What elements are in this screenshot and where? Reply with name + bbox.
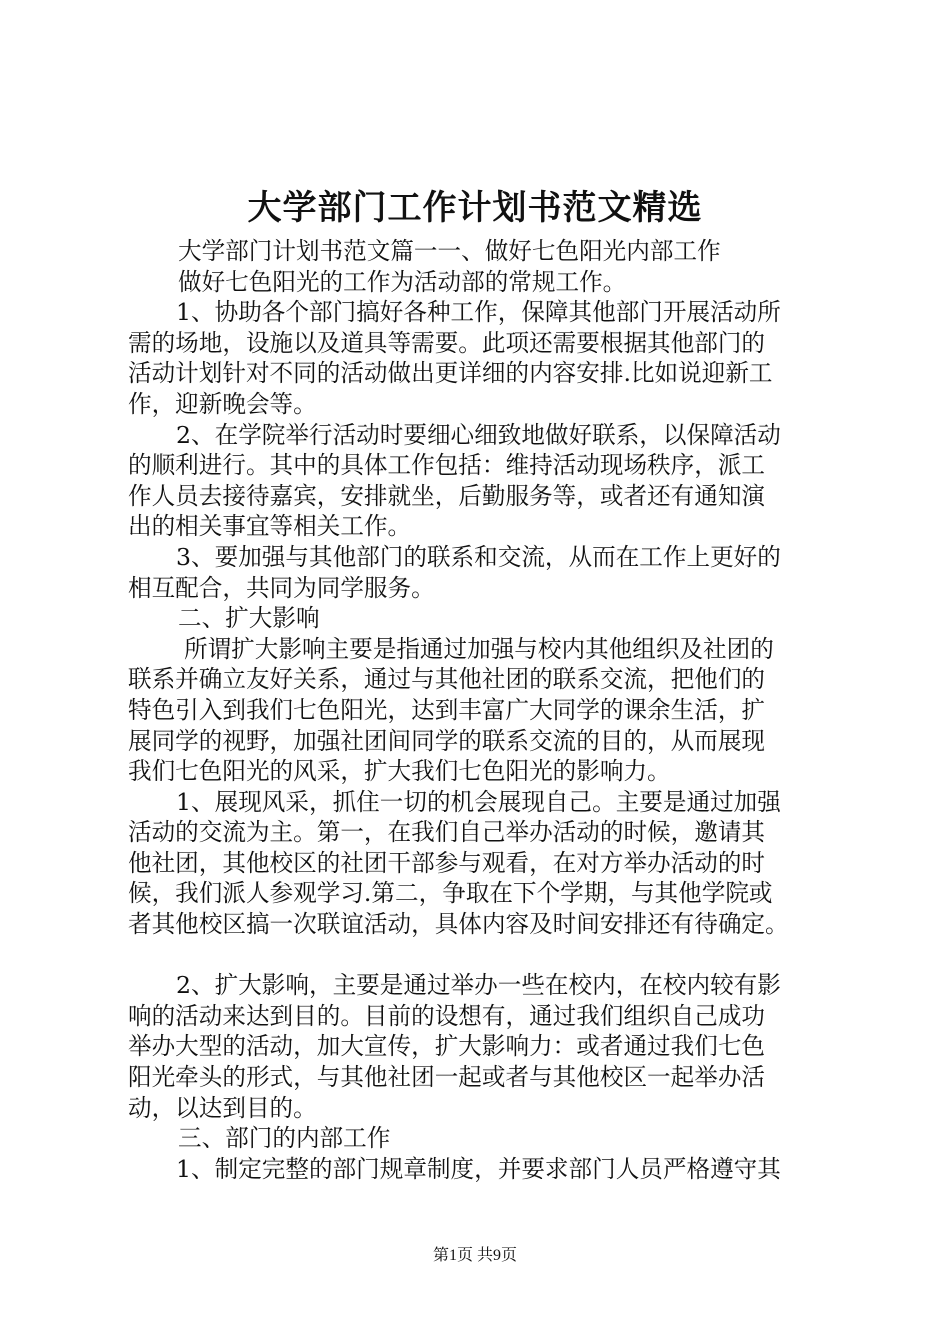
text-line: 阳光牵头的形式，与其他社团一起或者与其他校区一起举办活 [128, 1063, 766, 1092]
text-line: 3、要加强与其他部门的联系和交流，从而在工作上更好的 [176, 542, 781, 571]
text-line: 候，我们派人参观学习.第二，争取在下个学期，与其他学院或 [128, 879, 773, 908]
blank-line [128, 940, 844, 971]
text-line: 2、在学院举行活动时要细心细致地做好联系，以保障活动 [176, 420, 781, 449]
text-line: 做好七色阳光的工作为活动部的常规工作。 [178, 267, 627, 296]
text-line: 1、协助各个部门搞好各种工作，保障其他部门开展活动所 [176, 298, 781, 327]
section-heading: 三、部门的内部工作 [178, 1124, 391, 1153]
document-title: 大学部门工作计划书范文精选 [247, 188, 703, 228]
text-line: 需的场地，设施以及道具等需要。此项还需要根据其他部门的 [128, 328, 766, 357]
section-heading: 二、扩大影响 [178, 604, 320, 633]
text-line: 响的活动来达到目的。目前的设想有，通过我们组织自己成功 [128, 1001, 766, 1030]
document-body [128, 236, 844, 1184]
text-line: 特色引入到我们七色阳光，达到丰富广大同学的课余生活，扩 [128, 695, 766, 724]
text-line: 所谓扩大影响主要是指通过加强与校内其他组织及社团的 [184, 634, 774, 663]
text-line: 大学部门计划书范文篇一一、做好七色阳光内部工作 [178, 237, 721, 265]
text-line: 展同学的视野，加强社团间同学的联系交流的目的，从而展现 [128, 726, 766, 755]
text-line: 举办大型的活动，加大宣传，扩大影响力：或者通过我们七色 [128, 1032, 766, 1061]
text-line: 2、扩大影响，主要是通过举办一些在校内，在校内较有影 [176, 971, 781, 1000]
text-line: 活动计划针对不同的活动做出更详细的内容安排.比如说迎新工 [128, 359, 773, 388]
text-line: 出的相关事宜等相关工作。 [128, 512, 412, 541]
page-footer: 第1页 共9页 [432, 1247, 517, 1264]
text-line: 相互配合，共同为同学服务。 [128, 573, 435, 602]
text-line: 1、展现风采，抓住一切的机会展现自己。主要是通过加强 [176, 787, 781, 816]
text-line: 联系并确立友好关系，通过与其他社团的联系交流，把他们的 [128, 665, 766, 694]
text-line: 活动的交流为主。第一，在我们自己举办活动的时候，邀请其 [128, 818, 766, 847]
text-line: 者其他校区搞一次联谊活动，具体内容及时间安排还有待确定。 [128, 910, 789, 939]
text-line: 他社团，其他校区的社团干部参与观看，在对方举办活动的时 [128, 848, 766, 877]
text-line: 我们七色阳光的风采，扩大我们七色阳光的影响力。 [128, 757, 671, 786]
text-line: 动，以达到目的。 [128, 1093, 317, 1122]
text-line: 的顺利进行。其中的具体工作包括：维持活动现场秩序，派工 [128, 451, 766, 480]
text-line: 作人员去接待嘉宾，安排就坐，后勤服务等，或者还有通知演 [128, 481, 766, 510]
text-line: 1、制定完整的部门规章制度，并要求部门人员严格遵守其 [176, 1154, 781, 1183]
text-line: 作，迎新晚会等。 [128, 389, 317, 418]
